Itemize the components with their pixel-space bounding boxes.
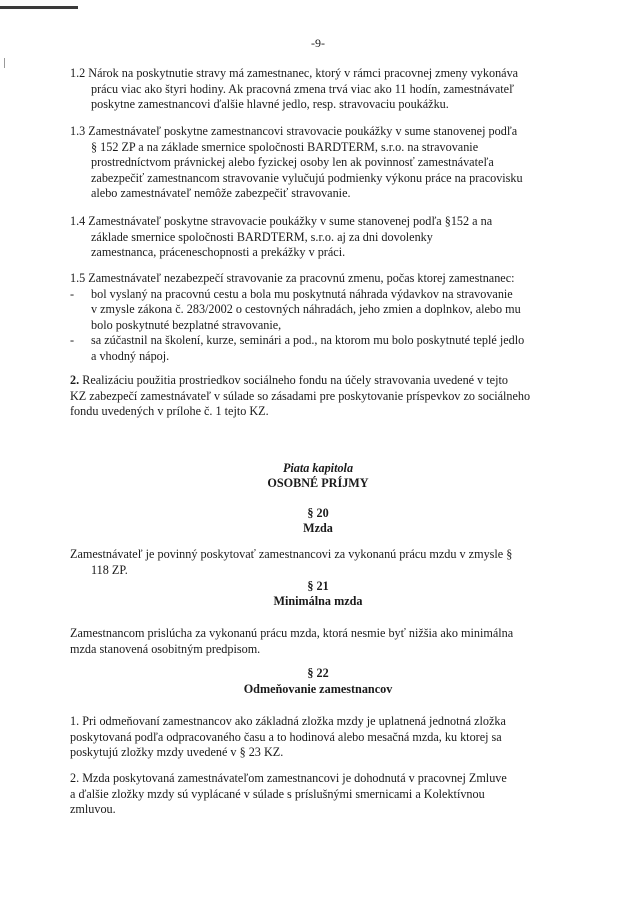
list-dash: - <box>70 286 75 301</box>
text-line: bolo poskytnuté bezplatné stravovanie, <box>91 317 282 332</box>
text-line: 1.3 Zamestnávateľ poskytne zamestnancovi stravovacie poukážky v sume stanovenej podľa <box>70 124 518 138</box>
text-line: zmluvou. <box>70 802 116 816</box>
text-line: mzda stanovená osobitným predpisom. <box>70 641 261 656</box>
text-line: 1.2 Nárok na poskytnutie stravy má zamestnanec, ktorý v rámci pracovnej zmeny vykonáva <box>70 66 519 80</box>
chapter-label: Piata kapitola <box>282 461 354 475</box>
list-dash: - <box>70 333 75 347</box>
text-line: fondu uvedených v prílohe č. 1 tejto KZ. <box>70 404 269 418</box>
scan-edge-mark <box>4 58 5 68</box>
paragraph-1-2 <box>70 66 570 113</box>
text-line: § 152 ZP a na základe smernice spoločnosti BARDTERM, s.r.o. na stravovanie <box>91 139 479 154</box>
text-line: alebo zamestnávateľ nemôže zabezpečiť stravovanie. <box>91 186 351 200</box>
text-line: prostredníctvom právnickej alebo fyzickej osoby len ak povinnosť zamestnávateľa <box>91 155 494 169</box>
text-line: sa zúčastnil na školení, kurze, seminári a pod., na ktorom mu bolo poskytnuté teplé jedlo <box>91 333 525 347</box>
section-number: § 21 <box>307 579 329 593</box>
section-title: Mzda <box>303 521 333 535</box>
section-22-paragraph-2 <box>70 771 570 818</box>
section-20-text <box>70 547 570 578</box>
text-line: zabezpečiť zamestnancom stravovanie vylučujú podmienky výkonu práce na pracovisku <box>91 170 523 185</box>
text-line: a vhodný nápoj. <box>91 348 170 363</box>
text-line: prácu viac ako štyri hodiny. Ak pracovná zmena trvá viac ako 11 hodín, zamestnávateľ <box>91 81 515 96</box>
chapter-title: OSOBNÉ PRÍJMY <box>267 476 369 490</box>
section-title: Minimálna mzda <box>273 594 363 608</box>
text-line: zamestnanca, práceneschopnosti a prekážky v práci. <box>91 245 346 259</box>
text-line: Zamestnávateľ je povinný poskytovať zamestnancovi za vykonanú prácu mzdu v zmysle § <box>70 547 513 561</box>
section-number: § 22 <box>307 666 329 680</box>
text-line: 2. Mzda poskytovaná zamestnávateľom zamestnancovi je dohodnutá v pracovnej Zmluve <box>70 771 507 785</box>
paragraph-1-3 <box>70 124 570 202</box>
scan-artifact-bar <box>0 6 78 9</box>
paragraph-1-4 <box>70 214 570 261</box>
paragraph-1-5 <box>70 271 570 364</box>
list-item <box>70 333 570 364</box>
text-line: 1. Pri odmeňovaní zamestnancov ako základná zložka mzdy je uplatnená jednotná zložka <box>70 714 506 728</box>
text-line: poskytujú zložky mzdy uvedené v § 23 KZ. <box>70 745 284 759</box>
text-line: 118 ZP. <box>91 562 128 577</box>
text-line: a ďalšie zložky mzdy sú vyplácané v súlade s príslušnými smernicami a Kolektívnou <box>70 786 485 801</box>
text-line: poskytne zamestnancovi ďalšie hlavné jedlo, resp. stravovaciu poukážku. <box>91 97 449 111</box>
section-21-text <box>70 626 570 657</box>
paragraph-2 <box>70 373 570 420</box>
list-item <box>70 287 570 334</box>
text-line <box>70 373 570 389</box>
section-number: § 20 <box>307 506 329 520</box>
para-number: 2. <box>70 373 80 387</box>
text-line: KZ zabezpečí zamestnávateľ v súlade so zásadami pre poskytovanie príspevkov zo sociálneho <box>70 388 531 403</box>
page-number: -9- <box>311 36 325 50</box>
text-line: bol vyslaný na pracovnú cestu a bola mu poskytnutá náhrada výdavkov na stravovanie <box>91 286 513 301</box>
text-line: Zamestnancom prislúcha za vykonanú prácu mzda, ktorá nesmie byť nižšia ako minimálna <box>70 626 514 640</box>
text-fragment: Realizáciu použitia prostriedkov sociálneho fondu na účely stravovania uvedené v tejto <box>82 373 508 387</box>
text-line: poskytovaná podľa odpracovaného času a to hodinová alebo mesačná mzda, ku ktorej sa <box>70 729 502 744</box>
text-line: 1.5 Zamestnávateľ nezabezpečí stravovanie za pracovnú zmenu, počas ktorej zamestnanec: <box>70 271 515 285</box>
text-line: v zmysle zákona č. 283/2002 o cestovných náhradách, jeho zmien a doplnkov, alebo mu <box>91 302 521 316</box>
section-22-paragraph-1 <box>70 714 570 761</box>
text-line: 1.4 Zamestnávateľ poskytne stravovacie poukážky v sume stanovenej podľa §152 a na <box>70 214 493 228</box>
section-title: Odmeňovanie zamestnancov <box>243 682 393 696</box>
text-line: základe smernice spoločnosti BARDTERM, s.r.o. aj za dni dovolenky <box>91 229 433 244</box>
